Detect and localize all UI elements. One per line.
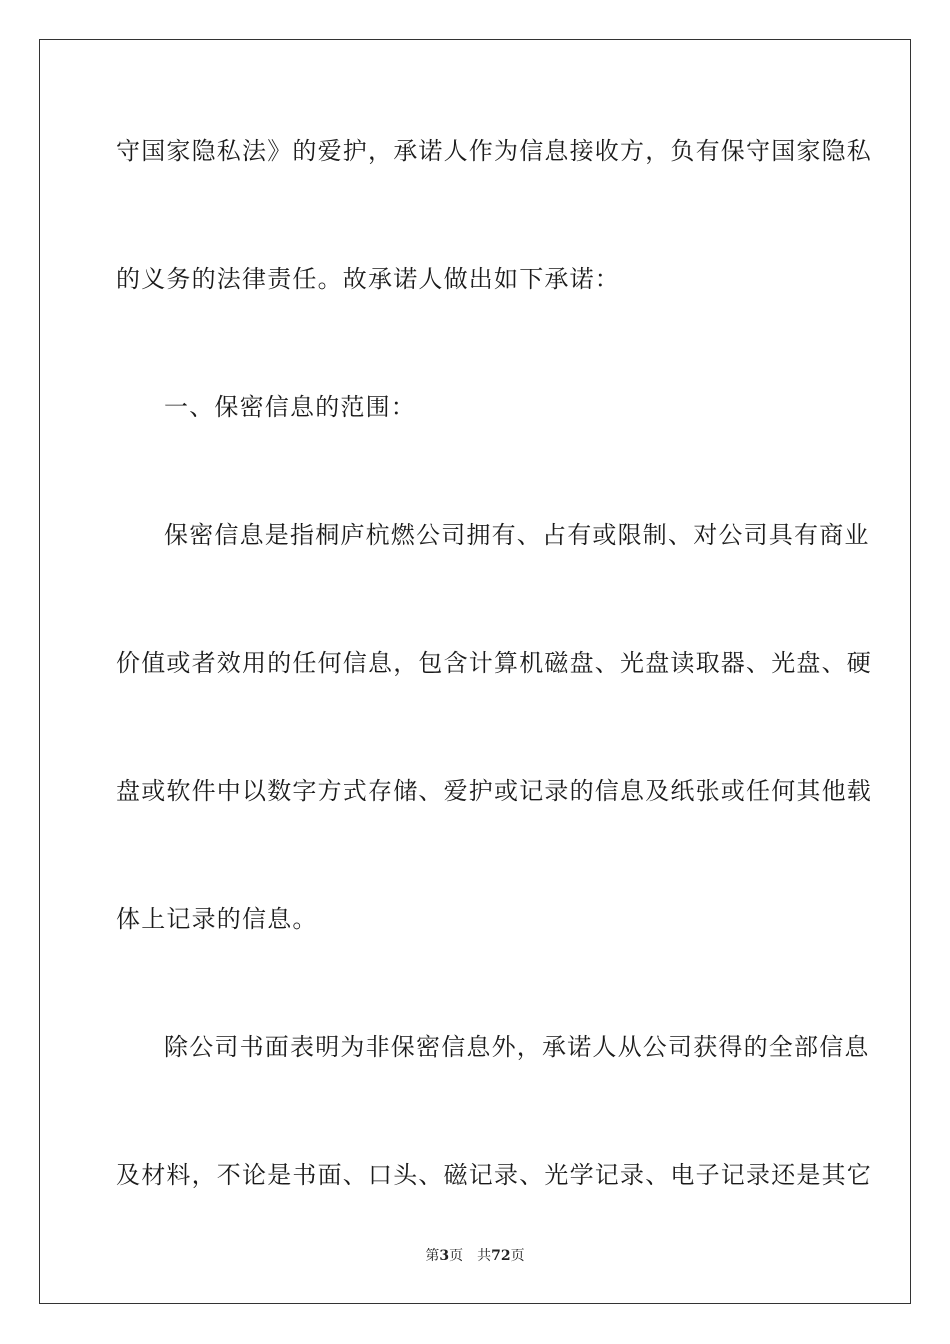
page-prefix: 第 (425, 1248, 440, 1264)
body-text-line: 除公司书面表明为非保密信息外，承诺人从公司获得的全部信息 (164, 1033, 870, 1061)
body-text-line: 的义务的法律责任。故承诺人做出如下承诺： (116, 265, 620, 293)
body-text-line: 守国家隐私法》的爱护，承诺人作为信息接收方，负有保守国家隐私 (116, 137, 872, 165)
body-text-line: 及材料，不论是书面、口头、磁记录、光学记录、电子记录还是其它 (116, 1161, 872, 1189)
body-text-line: 盘或软件中以数字方式存储、爱护或记录的信息及纸张或任何其他载 (116, 777, 872, 805)
total-pages: 72 (491, 1248, 511, 1264)
total-suffix: 页 (510, 1248, 525, 1264)
section-heading: 一、保密信息的范围： (164, 393, 416, 421)
body-text-line: 体上记录的信息。 (116, 905, 318, 933)
total-prefix: 共 (477, 1248, 492, 1264)
body-text-line: 保密信息是指桐庐杭燃公司拥有、占有或限制、对公司具有商业 (164, 521, 870, 549)
page-footer (0, 1247, 950, 1265)
page-number: 3 (439, 1248, 450, 1264)
page-suffix: 页 (449, 1248, 464, 1264)
body-text-line: 价值或者效用的任何信息，包含计算机磁盘、光盘读取器、光盘、硬 (116, 649, 872, 677)
